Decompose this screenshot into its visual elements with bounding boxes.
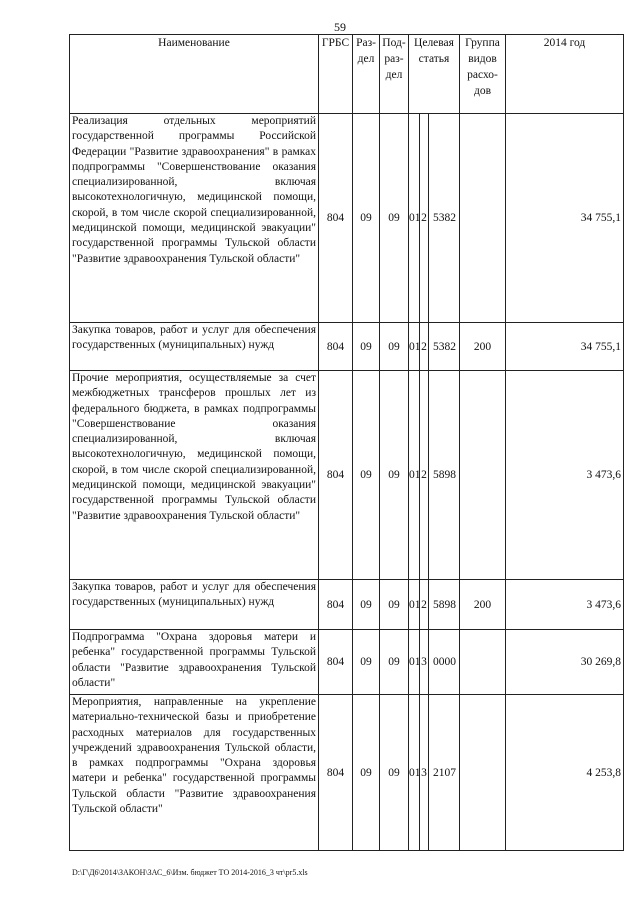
table-row — [70, 630, 624, 695]
row-cs-program: 01 — [409, 323, 420, 371]
row-cs-program: 01 — [409, 580, 420, 630]
row-podrazdel: 09 — [380, 695, 409, 851]
row-podrazdel: 09 — [380, 630, 409, 695]
row-razdel: 09 — [353, 323, 380, 371]
row-name: Прочие мероприятия, осуществляемые за счет межбюджетных трансферов прошлых лет из федерального бюджета, в рамках подпрограммы "Совершенствование оказания специализированной, включая высокотехнологичную, медицинской помощи, скорой, в том числе скорой специализированной, медицинской помощи, медицинской эвакуации" государственной программы Тульской области "Развитие здравоохранения Тульской области" — [70, 371, 319, 580]
row-cs-program: 01 — [409, 695, 420, 851]
row-group — [460, 695, 506, 851]
row-cs-subprogram: 2 — [420, 114, 429, 323]
row-grbs: 804 — [319, 695, 353, 851]
row-cs-program: 01 — [409, 630, 420, 695]
row-cs-subprogram: 2 — [420, 580, 429, 630]
row-razdel: 09 — [353, 630, 380, 695]
budget-table — [69, 34, 624, 851]
row-cs-subprogram: 3 — [420, 630, 429, 695]
header-podrazdel: Под-раз-дел — [380, 35, 409, 114]
header-razdel: Раз-дел — [353, 35, 380, 114]
row-podrazdel: 09 — [380, 371, 409, 580]
row-podrazdel: 09 — [380, 114, 409, 323]
row-amount: 4 253,8 — [506, 695, 624, 851]
row-grbs: 804 — [319, 630, 353, 695]
row-group — [460, 371, 506, 580]
file-path-footer: D:\Г\Д6\2014\ЗАКОН\ЗАС_6\Изм. бюджет ТО 2014-2016_3 чт\pr5.xls — [72, 868, 308, 877]
table-row — [70, 323, 624, 371]
row-amount: 3 473,6 — [506, 580, 624, 630]
row-grbs: 804 — [319, 371, 353, 580]
row-cs-direction: 5898 — [429, 371, 460, 580]
row-razdel: 09 — [353, 580, 380, 630]
row-podrazdel: 09 — [380, 323, 409, 371]
header-name: Наименование — [70, 35, 319, 114]
table-row — [70, 580, 624, 630]
table-row — [70, 695, 624, 851]
row-cs-subprogram: 3 — [420, 695, 429, 851]
header-group: Группа видов расхо-дов — [460, 35, 506, 114]
row-name: Закупка товаров, работ и услуг для обеспечения государственных (муниципальных) нужд — [70, 580, 319, 630]
row-cs-subprogram: 2 — [420, 323, 429, 371]
table-row — [70, 114, 624, 323]
row-amount: 34 755,1 — [506, 323, 624, 371]
row-cs-direction: 5898 — [429, 580, 460, 630]
row-group: 200 — [460, 323, 506, 371]
row-razdel: 09 — [353, 114, 380, 323]
row-grbs: 804 — [319, 323, 353, 371]
row-group — [460, 114, 506, 323]
row-cs-program: 01 — [409, 371, 420, 580]
row-amount: 34 755,1 — [506, 114, 624, 323]
row-podrazdel: 09 — [380, 580, 409, 630]
row-cs-direction: 5382 — [429, 323, 460, 371]
page-number: 59 — [334, 20, 346, 34]
row-cs-subprogram: 2 — [420, 371, 429, 580]
row-name: Подпрограмма "Охрана здоровья матери и ребенка" государственной программы Тульской области "Развитие здравоохранения Тульской области" — [70, 630, 319, 695]
row-razdel: 09 — [353, 371, 380, 580]
row-grbs: 804 — [319, 580, 353, 630]
header-target: Целевая статья — [409, 35, 460, 114]
header-grbs: ГРБС — [319, 35, 353, 114]
header-year: 2014 год — [506, 35, 624, 114]
row-amount: 30 269,8 — [506, 630, 624, 695]
row-cs-program: 01 — [409, 114, 420, 323]
row-cs-direction: 0000 — [429, 630, 460, 695]
row-group: 200 — [460, 580, 506, 630]
row-name: Реализация отдельных мероприятий государственной программы Российской Федерации "Развитие здравоохранения" в рамках подпрограммы "Совершенствование оказания специализированной, включая высокотехнологичную, медицинской помощи, скорой, в том числе скорой специализированной, медицинской помощи, медицинской эвакуации" государственной программы Тульской области "Развитие здравоохранения Тульской области" — [70, 114, 319, 323]
row-razdel: 09 — [353, 695, 380, 851]
row-name: Мероприятия, направленные на укрепление материально-технической базы и приобретение расходных материалов для государственных учреждений здравоохранения Тульской области, в рамках подпрограммы "Охрана здоровья матери и ребенка" государственной программы Тульской области "Развитие здравоохранения Тульской области" — [70, 695, 319, 851]
row-cs-direction: 2107 — [429, 695, 460, 851]
header-row — [70, 35, 624, 114]
row-cs-direction: 5382 — [429, 114, 460, 323]
table-row — [70, 371, 624, 580]
row-amount: 3 473,6 — [506, 371, 624, 580]
row-name: Закупка товаров, работ и услуг для обеспечения государственных (муниципальных) нужд — [70, 323, 319, 371]
row-grbs: 804 — [319, 114, 353, 323]
row-group — [460, 630, 506, 695]
